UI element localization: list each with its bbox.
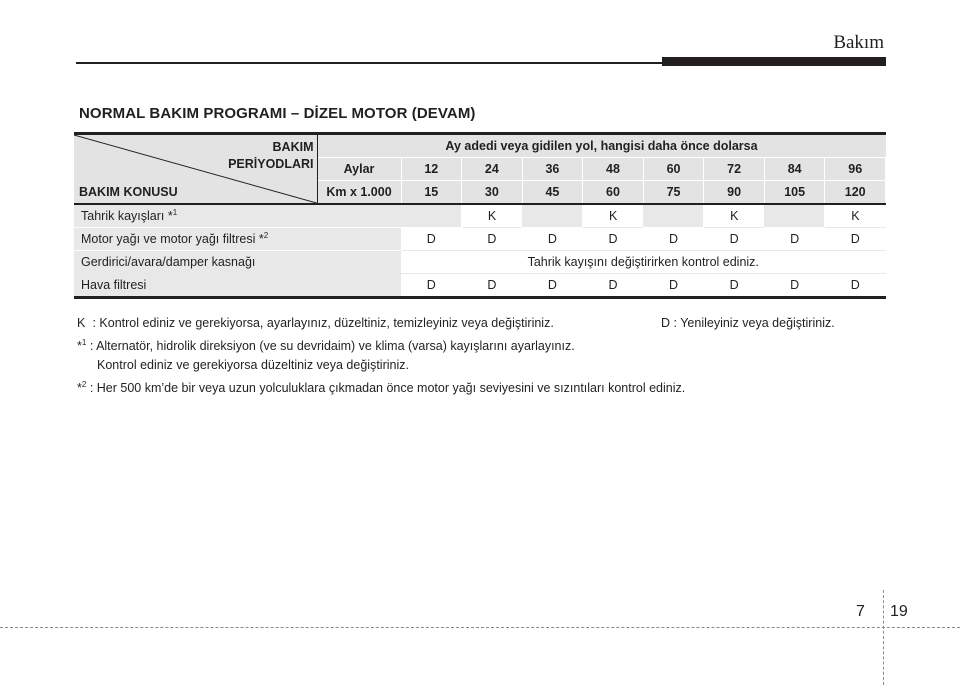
corner-period-line2: PERİYODLARI (228, 157, 314, 171)
note1-star: * (77, 339, 82, 354)
schedule-cell: D (643, 274, 704, 298)
legend-note1-line2: Kontrol ediniz ve gerekiyorsa düzeltiniz veya değiştiriniz. (97, 358, 409, 373)
table-row (74, 228, 886, 251)
note1-text: : Alternatör, hidrolik direksiyon (ve su devridaim) ve klima (varsa) kayışlarını ayarlayınız. (89, 339, 575, 354)
km-cell: 105 (764, 181, 825, 205)
schedule-cell: D (643, 228, 704, 251)
row-label: Hava filtresi (74, 274, 401, 298)
schedule-cell: D (704, 274, 765, 298)
note1-sup: 1 (81, 338, 87, 347)
row-label-text: Motor yağı ve motor yağı filtresi * (81, 232, 264, 247)
months-cell: 36 (522, 158, 583, 181)
table-row (74, 274, 886, 298)
schedule-cell: K (462, 204, 523, 228)
km-cell: 45 (522, 181, 583, 205)
footer-chapter-number: 7 (856, 603, 865, 620)
schedule-cell (401, 204, 462, 228)
schedule-cell: D (583, 228, 644, 251)
schedule-cell: D (401, 228, 462, 251)
corner-period-line1: BAKIM (272, 140, 314, 154)
legend-d-text: D : Yenileyiniz veya değiştiriniz. (661, 316, 835, 330)
months-cell: 12 (401, 158, 462, 181)
corner-period-label (228, 139, 313, 173)
legend (77, 314, 877, 398)
row-label (74, 204, 401, 228)
months-cell: 48 (583, 158, 644, 181)
schedule-cell (522, 204, 583, 228)
months-cell: 72 (704, 158, 765, 181)
km-cell: 90 (704, 181, 765, 205)
km-cell: 120 (825, 181, 886, 205)
km-cell: 30 (462, 181, 523, 205)
legend-note2-line (77, 375, 877, 398)
row-note: Tahrik kayışını değiştirirken kontrol ediniz. (401, 251, 886, 274)
schedule-cell: D (764, 228, 825, 251)
months-label: Aylar (317, 158, 401, 181)
schedule-cell (643, 204, 704, 228)
footnote-marker: 2 (263, 231, 269, 241)
row-label: Gerdirici/avara/damper kasnağı (74, 251, 401, 274)
schedule-cell: D (764, 274, 825, 298)
table-row (74, 251, 886, 274)
months-cell: 24 (462, 158, 523, 181)
schedule-cell: D (462, 228, 523, 251)
schedule-cell (764, 204, 825, 228)
months-cell: 60 (643, 158, 704, 181)
schedule-cell: D (401, 274, 462, 298)
schedule-cell: D (522, 274, 583, 298)
chapter-title: Bakım (833, 32, 884, 53)
schedule-cell: K (825, 204, 886, 228)
footnote-marker: 1 (172, 208, 178, 218)
km-label: Km x 1.000 (317, 181, 401, 205)
legend-k-text: : Kontrol ediniz ve gerekiyorsa, ayarlayınız, düzeltiniz, temizleyiniz veya değiştiriniz. (92, 316, 554, 330)
legend-note1-line (77, 333, 877, 356)
footer-dashed-divider (883, 590, 884, 685)
schedule-cell: D (825, 274, 886, 298)
km-cell: 75 (643, 181, 704, 205)
note2-text: : Her 500 km’de bir veya uzun yolculuklara çıkmadan önce motor yağı seviyesini ve sızıntıları kontrol ediniz. (89, 381, 686, 396)
note2-sup: 2 (81, 380, 87, 390)
schedule-cell: D (704, 228, 765, 251)
note2-star: * (77, 381, 82, 396)
schedule-cell: D (462, 274, 523, 298)
section-title: NORMAL BAKIM PROGRAMI – DİZEL MOTOR (DEVAM) (79, 105, 476, 122)
maintenance-table (74, 132, 886, 299)
months-cell: 96 (825, 158, 886, 181)
schedule-cell: D (825, 228, 886, 251)
km-cell: 15 (401, 181, 462, 205)
km-cell: 60 (583, 181, 644, 205)
table-row (74, 204, 886, 228)
table-corner-header (74, 134, 317, 205)
header-bar (662, 57, 886, 66)
schedule-cell: D (583, 274, 644, 298)
legend-k-key: K (77, 316, 86, 330)
schedule-cell: D (522, 228, 583, 251)
interval-span-header: Ay adedi veya gidilen yol, hangisi daha önce dolarsa (317, 134, 886, 158)
legend-k-line (77, 314, 877, 333)
schedule-cell: K (583, 204, 644, 228)
footer-dashed-rule (0, 627, 960, 628)
months-cell: 84 (764, 158, 825, 181)
footer-page-number: 19 (890, 603, 908, 620)
schedule-cell: K (704, 204, 765, 228)
corner-item-label: BAKIM KONUSU (79, 185, 178, 199)
row-label-text: Tahrik kayışları * (81, 209, 173, 224)
row-label (74, 228, 401, 251)
